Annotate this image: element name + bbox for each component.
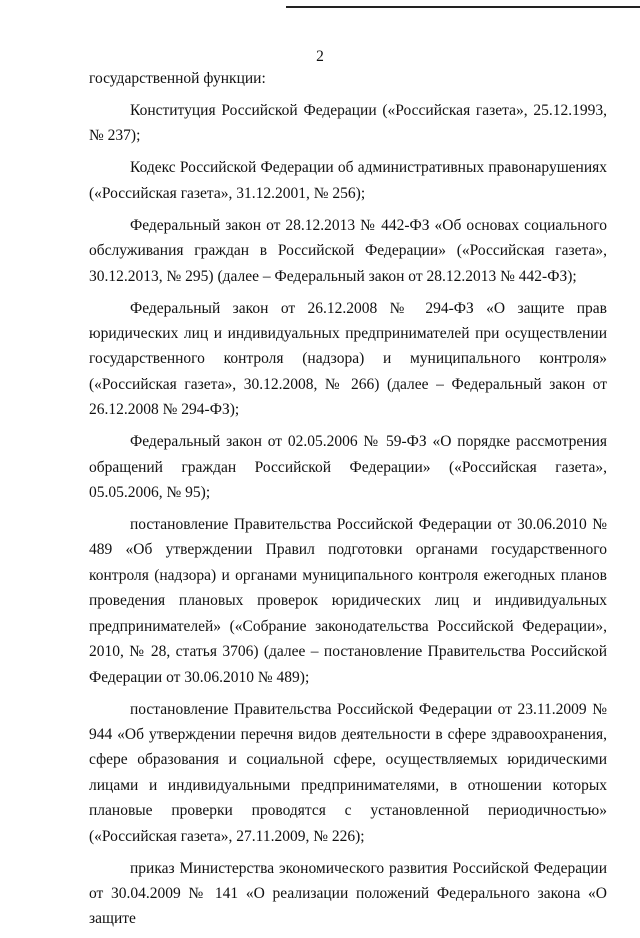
paragraph-3: Кодекс Российской Федерации об административных правонарушениях («Российская газета», 31.12.2001, № 256); — [89, 159, 607, 202]
paragraph-2: Конституция Российской Федерации («Российская газета», 25.12.1993, № 237); — [89, 102, 607, 145]
paragraph-5: Федеральный закон от 26.12.2008 № 294-ФЗ «О защите прав юридических лиц и индивидуальных предпринимателей при осуществлении государственного контроля (надзора) и муниципального контроля» («Российская газета», 30.12.2008, № 266) (далее – Федеральный закон от 26.12.2008 № 294-ФЗ); — [89, 299, 607, 419]
paragraph-7: постановление Правительства Российской Федерации от 30.06.2010 № 489 «Об утверждении Правил подготовки органами государственного контроля (надзора) и органами муниципального контроля ежегодных планов проведения плановых проверок юридических лиц и индивидуальных предпринимателей» («Собрание законодательства Российской Федерации», 2010, № 28, статья 3706) (далее – постановление Правительства Российской Федерации от 30.06.2010 № 489); — [89, 516, 607, 686]
document-body — [89, 66, 607, 938]
page-number: 2 — [316, 48, 324, 65]
top-rule — [286, 6, 640, 8]
paragraph-1: государственной функции: — [89, 70, 266, 87]
paragraph-9: приказ Министерства экономического развития Российской Федерации от 30.04.2009 № 141 «О реализации положений Федерального закона «О защите — [89, 859, 607, 928]
paragraph-4: Федеральный закон от 28.12.2013 № 442-ФЗ «Об основах социального обслуживания граждан в Российской Федерации» («Российская газета», 30.12.2013, № 295) (далее – Федеральный закон от 28.12.2013 № 442-ФЗ); — [89, 216, 607, 285]
paragraph-6: Федеральный закон от 02.05.2006 № 59-ФЗ «О порядке рассмотрения обращений граждан Российской Федерации» («Российская газета», 05.05.2006, № 95); — [89, 433, 607, 502]
paragraph-8: постановление Правительства Российской Федерации от 23.11.2009 № 944 «Об утверждении перечня видов деятельности в сфере здравоохранения, сфере образования и социальной сфере, осуществляемых юридическими лицами и индивидуальными предпринимателями, в отношении которых плановые проверки проводятся с установленной периодичностью» («Российская газета», 27.11.2009, № 226); — [89, 700, 607, 845]
